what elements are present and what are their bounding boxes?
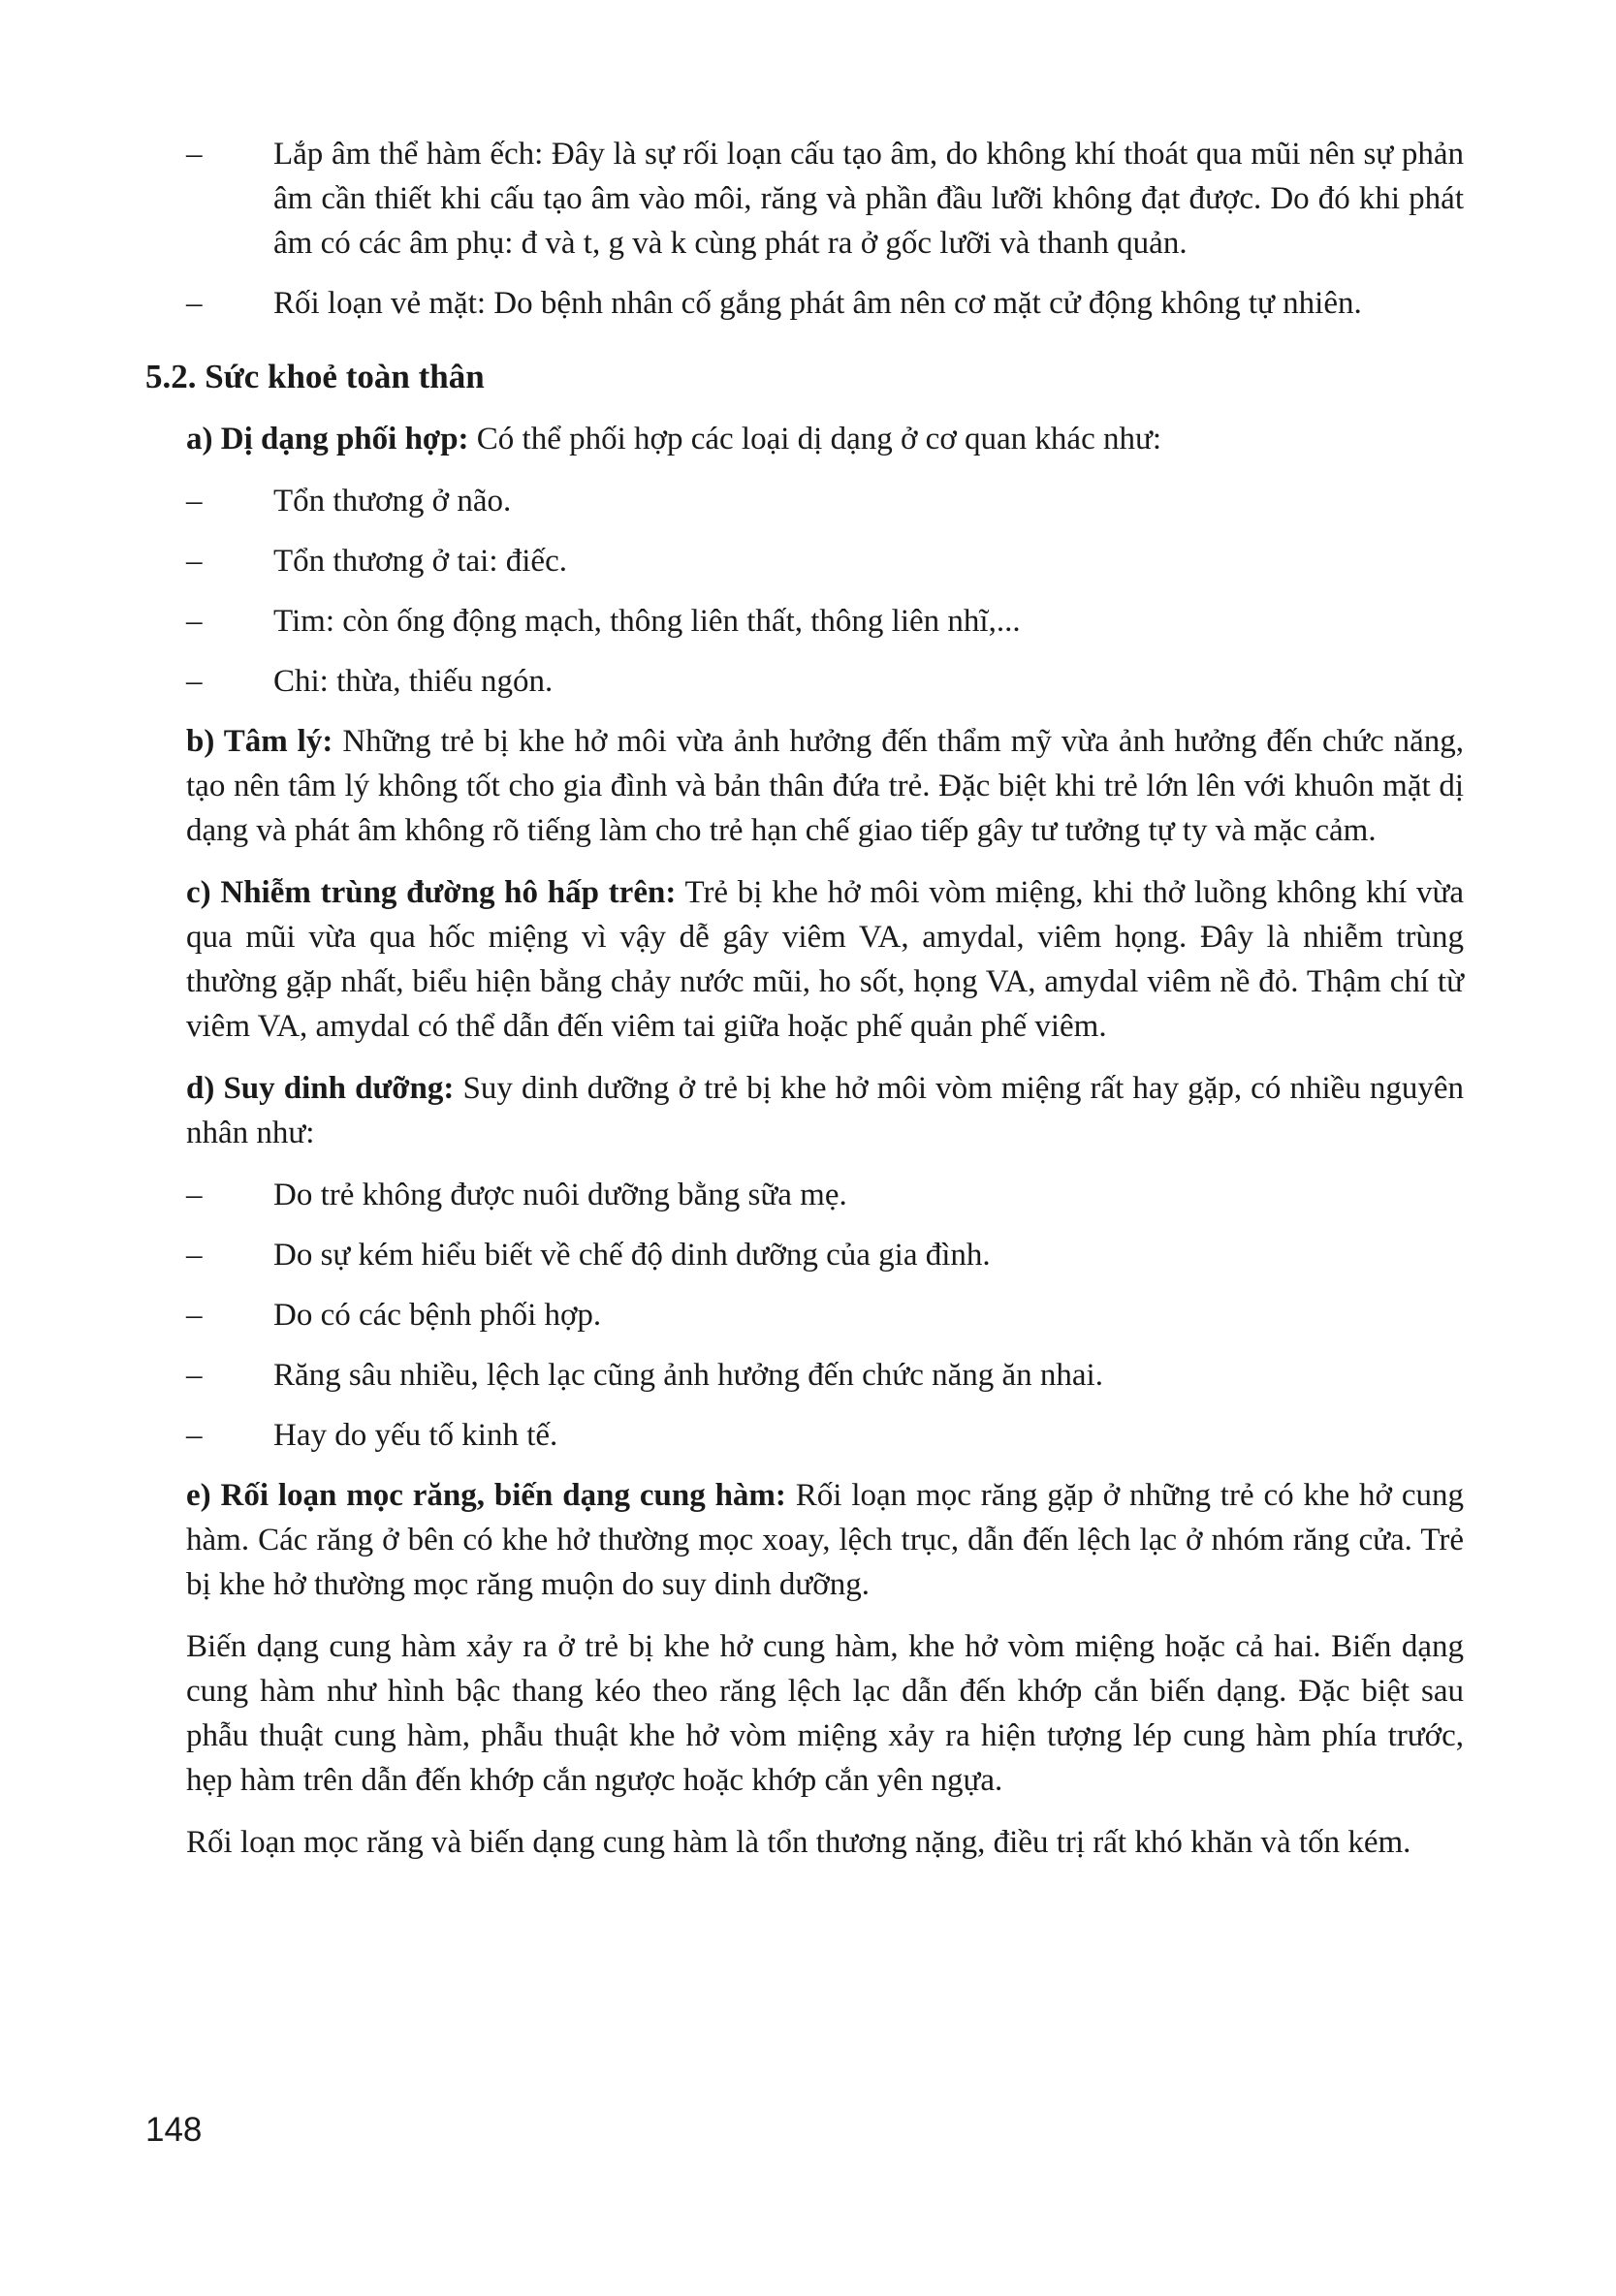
list-item (186, 479, 1464, 523)
paragraph-e-3: Rối loạn mọc răng và biến dạng cung hàm là tổn thương nặng, điều trị rất khó khăn và tốn kém. (186, 1825, 1411, 1860)
list-item-text: Tim: còn ống động mạch, thông liên thất, thông liên nhĩ,... (273, 604, 1021, 639)
paragraph-text: Có thể phối hợp các loại dị dạng ở cơ quan khác như: (468, 422, 1162, 456)
list-item-text: Tổn thương ở não. (273, 484, 512, 519)
list-item (186, 599, 1464, 644)
list-item (186, 1293, 1464, 1337)
list-item (186, 281, 1464, 326)
list-item (186, 659, 1464, 704)
dash-marker: – (186, 1238, 203, 1273)
list-item-text: Chi: thừa, thiếu ngón. (273, 664, 554, 699)
paragraph-lead: b) Tâm lý: (186, 724, 333, 759)
list-a (145, 479, 1464, 704)
paragraph-text: Những trẻ bị khe hở môi vừa ảnh hưởng đến thẩm mỹ vừa ảnh hưởng đến chức năng, tạo nên tâm lý không tốt cho gia đình và bản thân đứa trẻ. Đặc biệt khi trẻ lớn lên với khuôn mặt dị dạng và phát âm không rõ tiếng làm cho trẻ hạn chế giao tiếp gây tư tưởng tự ty và mặc cảm. (186, 724, 1465, 848)
list-item-text: Lắp âm thể hàm ếch: Đây là sự rối loạn cấu tạo âm, do không khí thoát qua mũi nên sự phản âm cần thiết khi cấu tạo âm vào môi, răng và phần đầu lưỡi không đạt được. Do đó khi phát âm có các âm phụ: đ và t, g và k cùng phát ra ở gốc lưỡi và thanh quản. (273, 137, 1464, 261)
list-item-text: Hay do yếu tố kinh tế. (273, 1418, 558, 1453)
paragraph-a (186, 417, 1464, 461)
list-item-text: Do sự kém hiểu biết về chế độ dinh dưỡng của gia đình. (273, 1238, 991, 1273)
dash-marker: – (186, 604, 203, 639)
list-item (186, 1353, 1464, 1398)
dash-marker: – (186, 286, 203, 321)
list-item-text: Răng sâu nhiều, lệch lạc cũng ảnh hưởng đến chức năng ăn nhai. (273, 1358, 1103, 1393)
dash-marker: – (186, 1418, 203, 1453)
paragraph-b (186, 719, 1464, 853)
list-item-text: Rối loạn vẻ mặt: Do bệnh nhân cố gắng phát âm nên cơ mặt cử động không tự nhiên. (273, 286, 1362, 321)
dash-marker: – (186, 664, 203, 699)
dash-marker: – (186, 1178, 203, 1212)
list-item-text: Tổn thương ở tai: điếc. (273, 544, 567, 579)
list-item-text: Do có các bệnh phối hợp. (273, 1298, 602, 1333)
paragraph-lead: e) Rối loạn mọc răng, biến dạng cung hàm: (186, 1478, 786, 1513)
page-number: 148 (145, 2111, 203, 2149)
list-item (186, 1413, 1464, 1458)
paragraph-text: Trẻ bị khe hở môi vòm miệng, khi thở luồng không khí vừa qua mũi vừa qua hốc miệng vì vậy dễ gây viêm VA, amydal, viêm họng. Đây là nhiễm trùng thường gặp nhất, biểu hiện bằng chảy nước mũi, ho sốt, họng VA, amydal viêm nề đỏ. Thậm chí từ viêm VA, amydal có thể dẫn đến viêm tai giữa hoặc phế quản phế viêm. (186, 875, 1464, 1044)
list-item (186, 1173, 1464, 1217)
dash-marker: – (186, 137, 203, 172)
section-heading: 5.2. Sức khoẻ toàn thân (145, 358, 485, 395)
list-item (186, 132, 1464, 266)
list-item (186, 539, 1464, 583)
paragraph-e-2: Biến dạng cung hàm xảy ra ở trẻ bị khe hở cung hàm, khe hở vòm miệng hoặc cả hai. Biến dạng cung hàm như hình bậc thang kéo theo răng lệch lạc dẫn đến khớp cắn biến dạng. Đặc biệt sau phẫu thuật cung hàm, phẫu thuật khe hở vòm miệng xảy ra hiện tượng lép cung hàm phía trước, hẹp hàm trên dẫn đến khớp cắn ngược hoặc khớp cắn yên ngựa. (186, 1629, 1464, 1798)
paragraph-lead: a) Dị dạng phối hợp: (186, 422, 469, 456)
dash-marker: – (186, 544, 203, 579)
page-body (145, 132, 1464, 1882)
list-d (145, 1173, 1464, 1458)
paragraph-lead: c) Nhiễm trùng đường hô hấp trên: (186, 875, 677, 910)
dash-marker: – (186, 1358, 203, 1393)
list-item-text: Do trẻ không được nuôi dưỡng bằng sữa mẹ. (273, 1178, 847, 1212)
paragraph-e (186, 1473, 1464, 1607)
paragraph-d (186, 1066, 1464, 1155)
paragraph-lead: d) Suy dinh dưỡng: (186, 1071, 455, 1106)
dash-marker: – (186, 1298, 203, 1333)
list-item (186, 1233, 1464, 1277)
paragraph-text: Rối loạn mọc răng gặp ở những trẻ có khe hở cung hàm. Các răng ở bên có khe hở thường mọc xoay, lệch trục, dẫn đến lệch lạc ở nhóm răng cửa. Trẻ bị khe hở thường mọc răng muộn do suy dinh dưỡng. (186, 1478, 1464, 1602)
paragraph-text: Suy dinh dưỡng ở trẻ bị khe hở môi vòm miệng rất hay gặp, có nhiều nguyên nhân như: (186, 1071, 1465, 1150)
paragraph-c (186, 870, 1464, 1049)
dash-marker: – (186, 484, 203, 519)
intro-list (145, 132, 1464, 326)
